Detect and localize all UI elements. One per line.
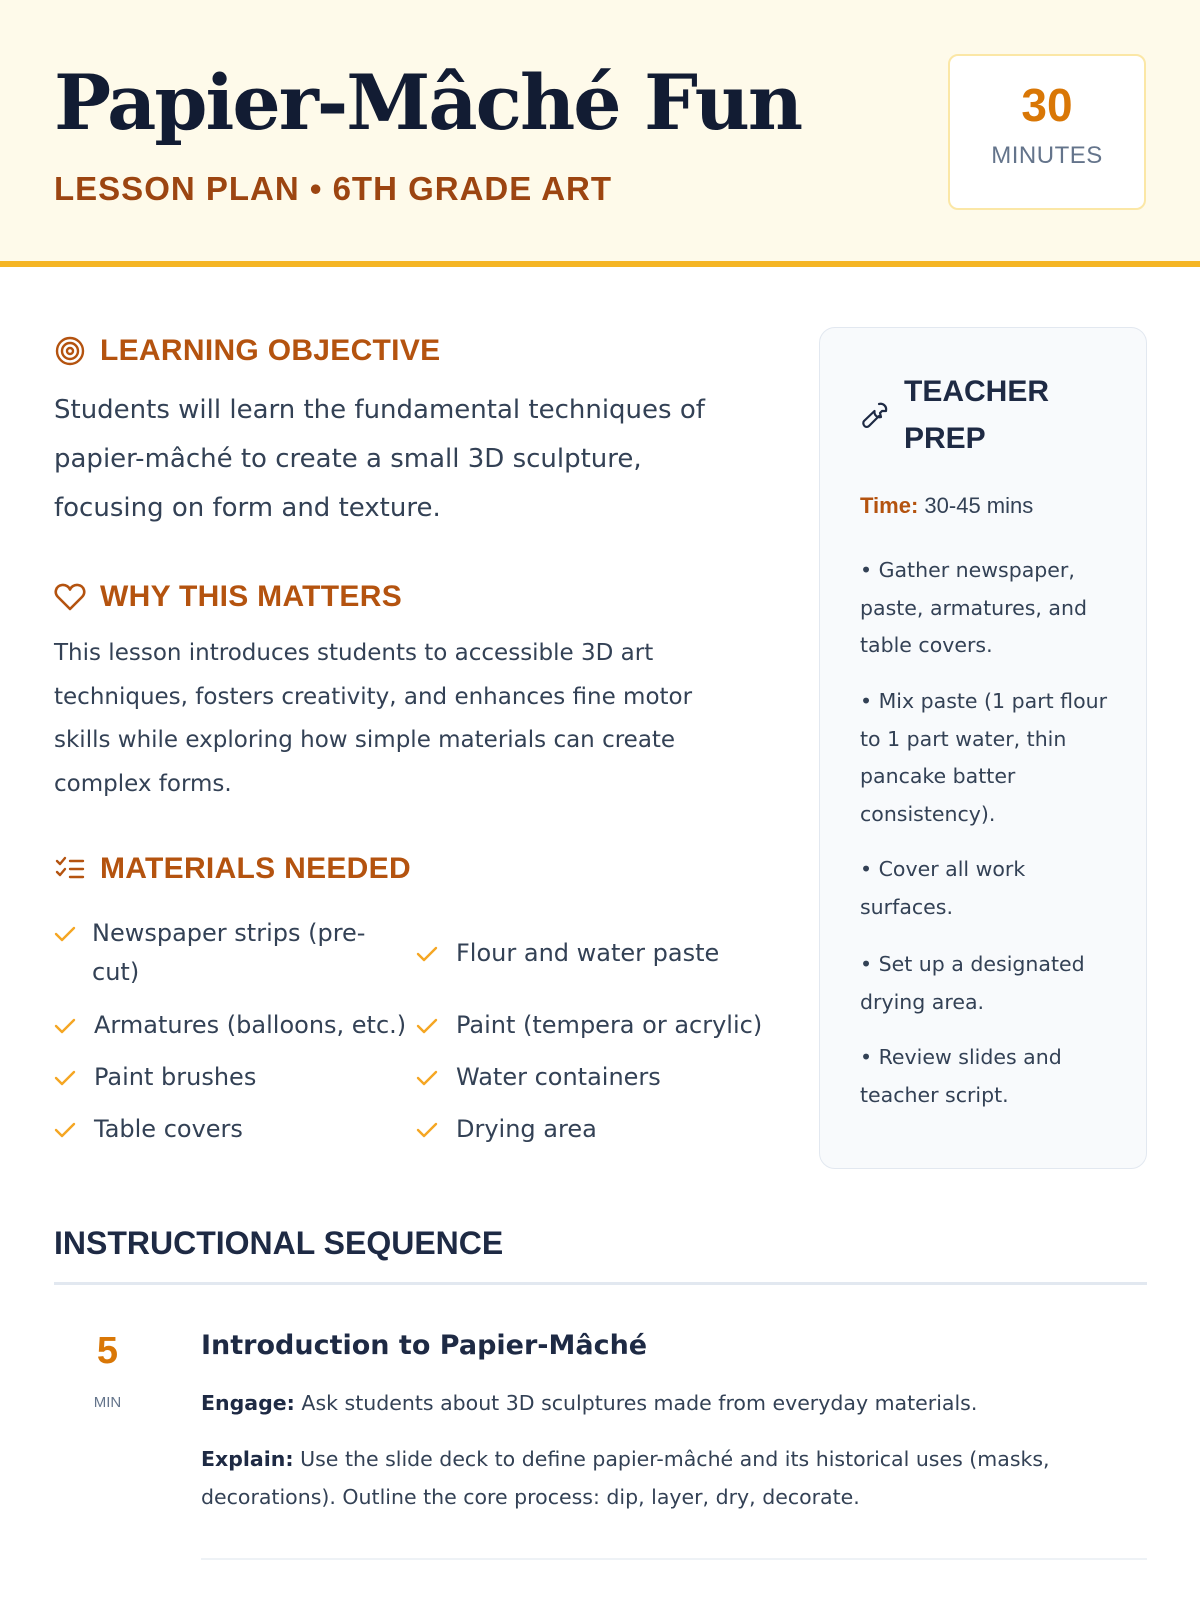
duration-badge [948,54,1146,210]
duration-unit: MINUTES [991,142,1103,169]
material-item [416,1058,776,1097]
page-subtitle: LESSON PLAN • 6TH GRADE ART [54,170,613,207]
step-explain [201,1440,1081,1516]
heart-icon [54,581,86,613]
teacher-prep-heading [860,368,1094,462]
checklist-icon [54,853,86,885]
material-item [54,1006,414,1045]
material-item-label: Newspaper strips (pre-cut) [92,919,366,986]
teacher-prep-card [819,327,1147,1169]
material-item-label: Paint brushes [94,1063,257,1091]
prep-time-label: Time: [860,493,919,518]
prep-time [860,493,1033,519]
wrench-icon [860,400,890,430]
check-icon [416,1110,440,1149]
target-icon [54,335,86,367]
step-minutes-unit: MIN [93,1394,122,1411]
objective-heading-label: LEARNING OBJECTIVE [100,334,441,367]
step-explain-label: Explain: [201,1447,294,1471]
material-item-label: Water containers [456,1063,661,1091]
materials-heading [54,852,411,886]
prep-item: • Set up a designated drying area. [860,952,1085,1014]
header-banner [0,0,1200,267]
material-item-label: Paint (tempera or acrylic) [456,1011,763,1039]
step-title: Introduction to Papier-Mâché [201,1330,648,1361]
step-explain-text: Use the slide deck to define papier-mâché and its historical uses (masks, decorations). Outline the core process: dip, layer, dry, decorate. [201,1447,1050,1509]
materials-heading-label: MATERIALS NEEDED [100,852,411,885]
material-item-label: Table covers [94,1115,243,1143]
why-text: This lesson introduces students to accessible 3D art techniques, fosters creativity, and enhances fine motor skills while exploring how simple materials can create complex forms. [54,640,693,797]
prep-item: • Gather newspaper, paste, armatures, and table covers. [860,558,1088,657]
step-engage-text: Ask students about 3D sculptures made from everyday materials. [301,1391,978,1415]
material-item-label: Flour and water paste [456,939,720,967]
material-item [416,1110,776,1149]
material-item [54,914,384,992]
check-icon [54,914,76,953]
page-title: Papier-Mâché Fun [54,58,802,147]
why-heading-label: WHY THIS MATTERS [100,580,403,613]
material-item [54,1058,394,1097]
objective-text: Students will learn the fundamental techniques of papier-mâché to create a small 3D sculpture, focusing on form and texture. [54,395,705,523]
prep-time-value: 30-45 mins [924,493,1034,518]
sequence-divider [54,1282,1147,1285]
check-icon [54,1058,78,1097]
prep-item: • Review slides and teacher script. [860,1045,1062,1107]
check-icon [416,1058,440,1097]
material-item-label: Armatures (balloons, etc.) [94,1011,407,1039]
step-divider [201,1558,1147,1560]
objective-heading [54,334,440,368]
step-engage-label: Engage: [201,1391,295,1415]
sequence-heading: INSTRUCTIONAL SEQUENCE [54,1225,504,1261]
why-heading [54,580,402,614]
teacher-prep-title: TEACHER PREP [904,375,1050,455]
check-icon [416,1006,440,1045]
step-minutes: 5 [96,1330,119,1372]
step-engage [201,1384,1081,1422]
prep-item: • Cover all work surfaces. [860,857,1026,919]
material-item [416,1006,796,1045]
check-icon [54,1006,78,1045]
material-item [416,934,776,973]
material-item [54,1110,394,1149]
check-icon [416,934,440,973]
material-item-label: Drying area [456,1115,597,1143]
check-icon [54,1110,78,1149]
prep-item: • Mix paste (1 part flour to 1 part water, thin pancake batter consistency). [860,689,1108,826]
duration-value: 30 [1021,79,1073,131]
